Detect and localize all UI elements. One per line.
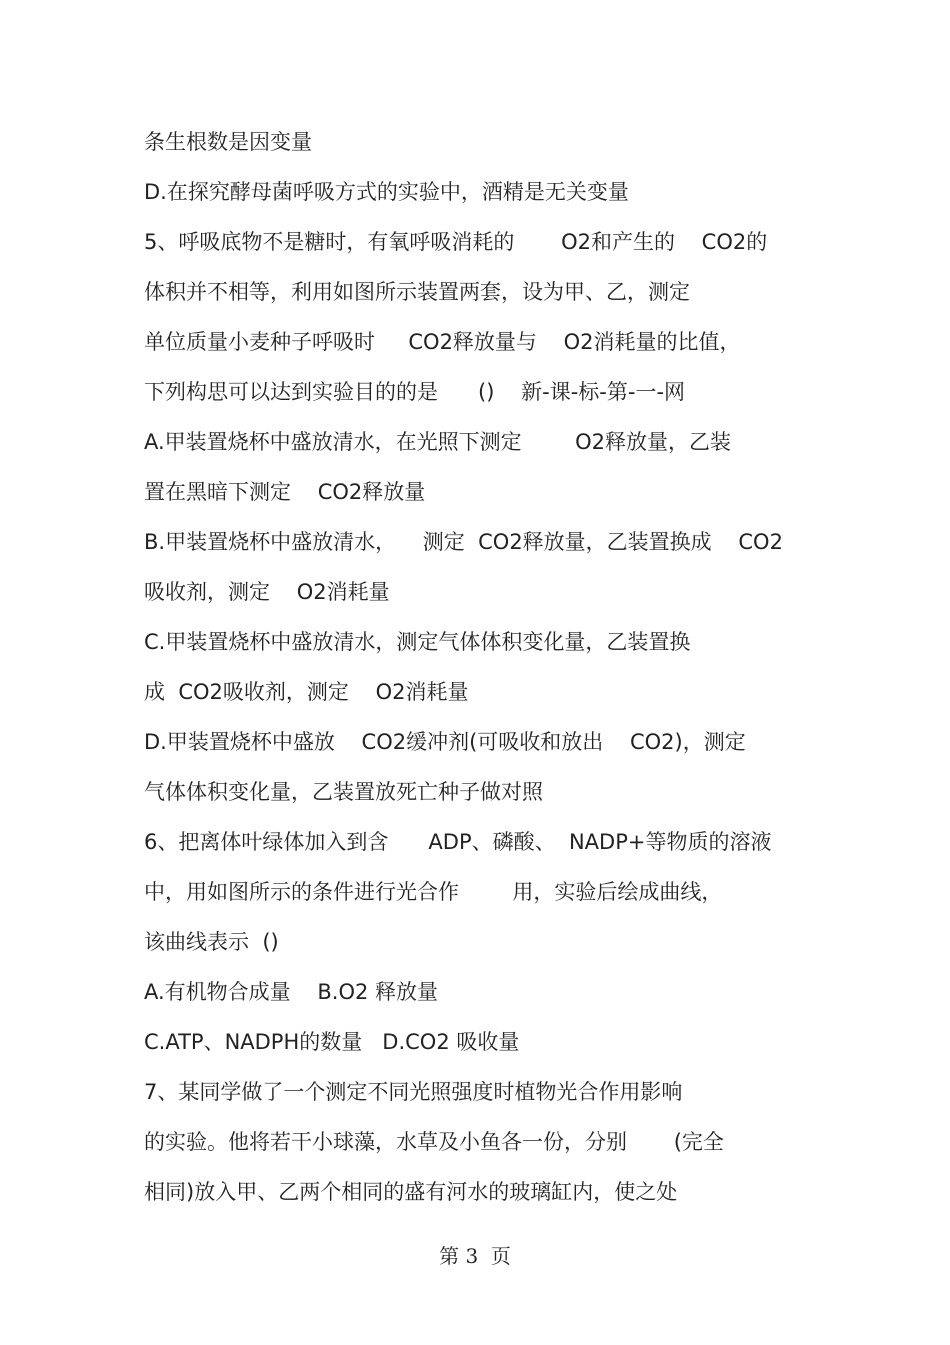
question-7-line-2: 的实验。他将若干小球藻，水草及小鱼各一份，分别 (完全 [144, 1130, 724, 1154]
question-5-line-2: 体积并不相等，利用如图所示装置两套，设为甲、乙，测定 [144, 280, 690, 304]
question-7-line-3: 相同)放入甲、乙两个相同的盛有河水的玻璃缸内，使之处 [144, 1180, 678, 1204]
question-5-line-3: 单位质量小麦种子呼吸时 CO2释放量与 O2消耗量的比值， [144, 330, 741, 354]
page-number-footer: 第 3 页 [439, 1244, 511, 1268]
question-5-line-1: 5、呼吸底物不是糖时，有氧呼吸消耗的 O2和产生的 CO2的 [144, 230, 768, 254]
question-6-line-1: 6、把离体叶绿体加入到含 ADP、磷酸、 NADP+等物质的溶液 [144, 830, 772, 854]
option-a-line-2: 置在黑暗下测定 CO2释放量 [144, 480, 426, 504]
option-b-line-1: B.甲装置烧杯中盛放清水， 测定 CO2释放量，乙装置换成 CO2 [144, 530, 783, 554]
text-line-2: D.在探究酵母菌呼吸方式的实验中，酒精是无关变量 [144, 180, 629, 204]
text-line-1: 条生根数是因变量 [144, 130, 312, 154]
option-d-line-2: 气体体积变化量，乙装置放死亡种子做对照 [144, 780, 543, 804]
question-7-line-1: 7、某同学做了一个测定不同光照强度时植物光合作用影响 [144, 1080, 683, 1104]
option-c-line-1: C.甲装置烧杯中盛放清水，测定气体体积变化量，乙装置换 [144, 630, 691, 654]
question-6-line-2: 中，用如图所示的条件进行光合作 用，实验后绘成曲线， [144, 880, 723, 904]
question-6-options-cd: C.ATP、NADPH的数量 D.CO2 吸收量 [144, 1030, 520, 1054]
option-c-line-2: 成 CO2吸收剂，测定 O2消耗量 [144, 680, 469, 704]
question-6-line-3: 该曲线表示 () [144, 930, 279, 954]
question-5-line-4: 下列构思可以达到实验目的的是 () 新-课-标-第-一-网 [144, 380, 686, 404]
question-6-options-ab: A.有机物合成量 B.O2 释放量 [144, 980, 439, 1004]
option-b-line-2: 吸收剂，测定 O2消耗量 [144, 580, 390, 604]
option-d-line-1: D.甲装置烧杯中盛放 CO2缓冲剂(可吸收和放出 CO2)，测定 [144, 730, 746, 754]
option-a-line-1: A.甲装置烧杯中盛放清水，在光照下测定 O2释放量，乙装 [144, 430, 731, 454]
